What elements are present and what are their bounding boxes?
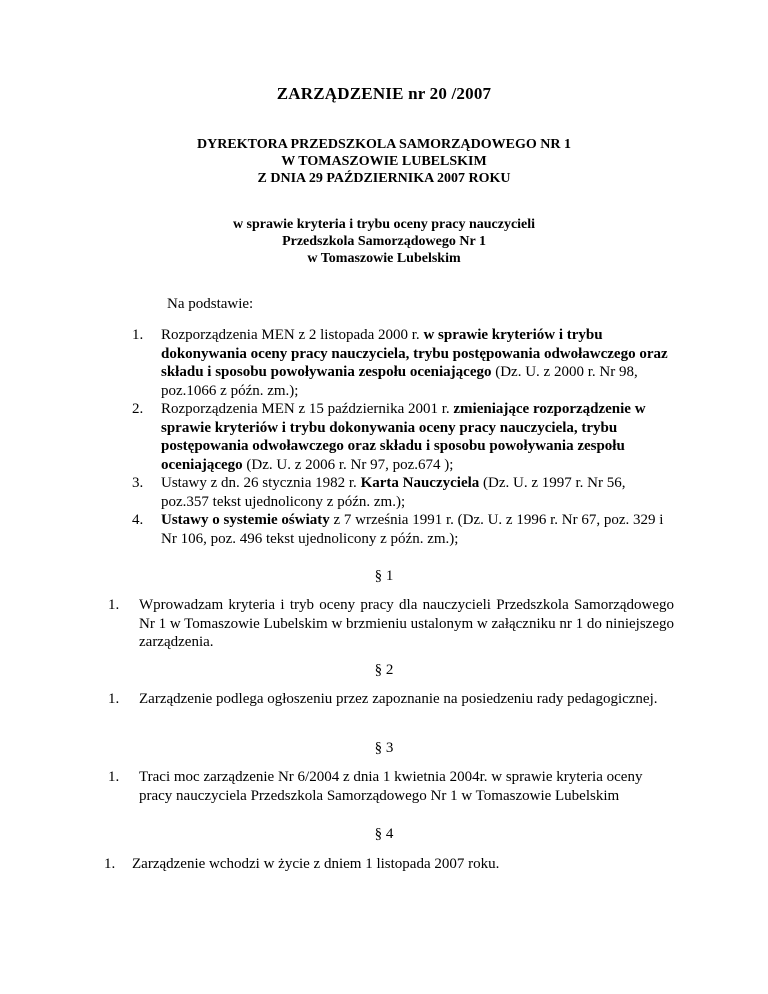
subject-line-3: w Tomaszowie Lubelskim <box>307 251 461 266</box>
section-heading-1: § 1 <box>374 568 394 584</box>
basis-item-citation: (Dz. U. z 1997 r. Nr 56, poz.357 tekst ujednolicony z późn. zm.); <box>161 475 626 510</box>
basis-list <box>132 326 672 548</box>
basis-item <box>132 400 672 474</box>
basis-item-text: Ustawy z dn. 26 stycznia 1982 r. <box>161 475 361 491</box>
section-heading-2: § 2 <box>374 662 394 678</box>
subject-line-1: w sprawie kryteria i trybu oceny pracy nauczycieli <box>232 217 536 232</box>
paragraph-text: Wprowadzam kryteria i tryb oceny pracy dla nauczycieli Przedszkola Samorządowego Nr 1 w Tomaszowie Lubelskim w brzmieniu ustalonym w załączniku nr 1 do niniejszego zarządzenia. <box>139 597 674 650</box>
paragraph-number: 1. <box>108 769 120 785</box>
basis-item <box>132 474 672 511</box>
section-1-paragraph <box>108 596 674 652</box>
paragraph-text: Traci moc zarządzenie Nr 6/2004 z dnia 1 kwietnia 2004r. w sprawie kryteria oceny pracy nauczyciela Przedszkola Samorządowego Nr 1 w Tomaszowie Lubelskim <box>139 769 643 804</box>
paragraph-number: 1. <box>108 597 120 613</box>
issuer-line-3: Z DNIA 29 PAŹDZIERNIKA 2007 ROKU <box>257 171 511 186</box>
section-2-paragraph <box>108 690 674 709</box>
subject-line-2: Przedszkola Samorządowego Nr 1 <box>282 234 486 249</box>
section-3-paragraph <box>108 768 668 805</box>
basis-item-number: 1. <box>132 327 144 343</box>
basis-item-citation: (Dz. U. z 2006 r. Nr 97, poz.674 ); <box>242 456 454 473</box>
basis-item-number: 4. <box>132 512 144 528</box>
subject-block <box>0 216 768 267</box>
basis-item-number: 3. <box>132 475 144 491</box>
issuer-header <box>0 136 768 187</box>
paragraph-text: Zarządzenie podlega ogłoszeniu przez zapoznanie na posiedzeniu rady pedagogicznej. <box>139 691 658 707</box>
basis-item-title: Karta Nauczyciela <box>360 475 480 491</box>
basis-item-citation: (Dz. U. z 2000 r. Nr 98, poz.1066 z późn. zm.); <box>161 364 638 399</box>
issuer-line-1: DYREKTORA PRZEDSZKOLA SAMORZĄDOWEGO NR 1 <box>197 137 571 152</box>
section-heading-3: § 3 <box>374 740 394 756</box>
basis-item-title: w sprawie kryteriów i trybu dokonywania oceny pracy nauczyciela, trybu postępowania odwoławczego oraz składu i sposobu powoływania zespołu oceniającego <box>161 327 668 380</box>
paragraph-text: Zarządzenie wchodzi w życie z dniem 1 listopada 2007 roku. <box>132 856 500 872</box>
paragraph-number: 1. <box>104 856 116 872</box>
basis-item-citation: z 7 września 1991 r. (Dz. U. z 1996 r. Nr 67, poz. 329 i Nr 106, poz. 496 tekst ujednolicony z późn. zm.); <box>161 512 664 547</box>
basis-item-number: 2. <box>132 401 144 417</box>
document-title: ZARZĄDZENIE nr 20 /2007 <box>276 84 492 103</box>
basis-item-title: zmieniające rozporządzenie w sprawie kryteriów i trybu dokonywania oceny pracy nauczyciela, trybu postępowania odwoławczego oraz składu i sposobu powoływania zespołu oceniającego <box>161 401 646 473</box>
section-heading-4: § 4 <box>374 826 394 842</box>
issuer-line-2: W TOMASZOWIE LUBELSKIM <box>281 154 487 169</box>
basis-item <box>132 326 672 400</box>
basis-item-text: Rozporządzenia MEN z 2 listopada 2000 r. <box>161 327 424 343</box>
section-4-paragraph <box>104 856 499 873</box>
basis-item <box>132 511 672 548</box>
basis-item-text: Rozporządzenia MEN z 15 października 2001 r. <box>161 401 454 417</box>
basis-label: Na podstawie: <box>167 296 254 312</box>
paragraph-number: 1. <box>108 691 120 707</box>
basis-item-title: Ustawy o systemie oświaty <box>161 512 330 528</box>
